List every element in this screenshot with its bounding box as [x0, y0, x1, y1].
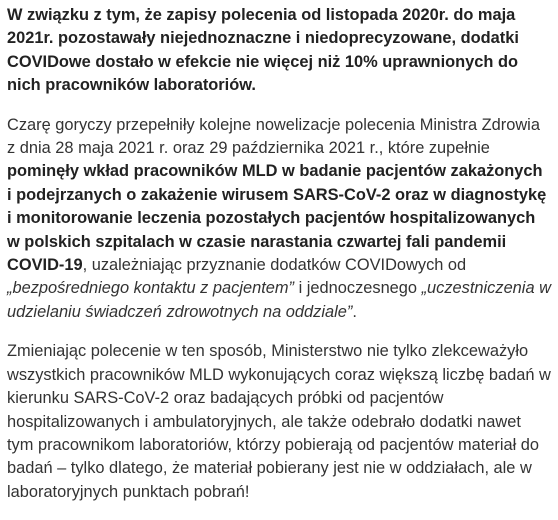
paragraph-2-bold-text: pominęły wkład pracowników MLD w badanie pacjentów zakażonych i podejrzanych o zakażenie wirusem SARS-CoV-2 oraz w diagnostykę i monitorowanie leczenia pozostałych pacjentów hospitalizowanych w polskich szpitalach w czasie narastania czwartej fali pandemii COVID-19	[7, 162, 547, 275]
paragraph-3: Zmieniając polecenie w ten sposób, Ministerstwo nie tylko zlekceważyło wszystkich pracowników MLD wykonujących coraz większą liczbę badań w kierunku SARS-CoV-2 oraz badających próbki od pacjentów hospitalizowanych i ambulatoryjnych, ale także odebrało dodatki nawet tym pracownikom laboratoriów, którzy pobierają od pacjentów materiał do badań – tylko dlatego, że materiał pobierany jest nie w oddziałach, ale w laboratoryjnych punktach pobrań!	[7, 342, 551, 501]
paragraph-2-quote-2: „uczestniczenia w udzielaniu świadczeń zdrowotnych na oddziale”	[7, 279, 551, 321]
paragraph-2-text-a: Czarę goryczy przepełniły kolejne nowelizacje polecenia Ministra Zdrowia z dnia 28 maja 2021 r. oraz 29 października 2021 r., które zupełnie	[7, 115, 540, 158]
paragraph-2	[7, 114, 551, 325]
paragraph-2-quote-1: „bezpośredniego kontaktu z pacjentem”	[7, 279, 295, 298]
paragraph-1	[7, 4, 551, 98]
paragraph-2-text-b: , uzależniając przyznanie dodatków COVIDowych od	[82, 256, 467, 275]
paragraph-2-text-d: .	[352, 302, 357, 321]
paragraph-2-text-c: i jednoczesnego	[294, 279, 422, 298]
paragraph-1-bold-text: W związku z tym, że zapisy polecenia od listopada 2020r. do maja 2021r. pozostawały niejednoznaczne i niedoprecyzowane, dodatki COVIDowe dostało w efekcie nie więcej niż 10% uprawnionych do nich pracowników laboratoriów.	[7, 6, 519, 95]
